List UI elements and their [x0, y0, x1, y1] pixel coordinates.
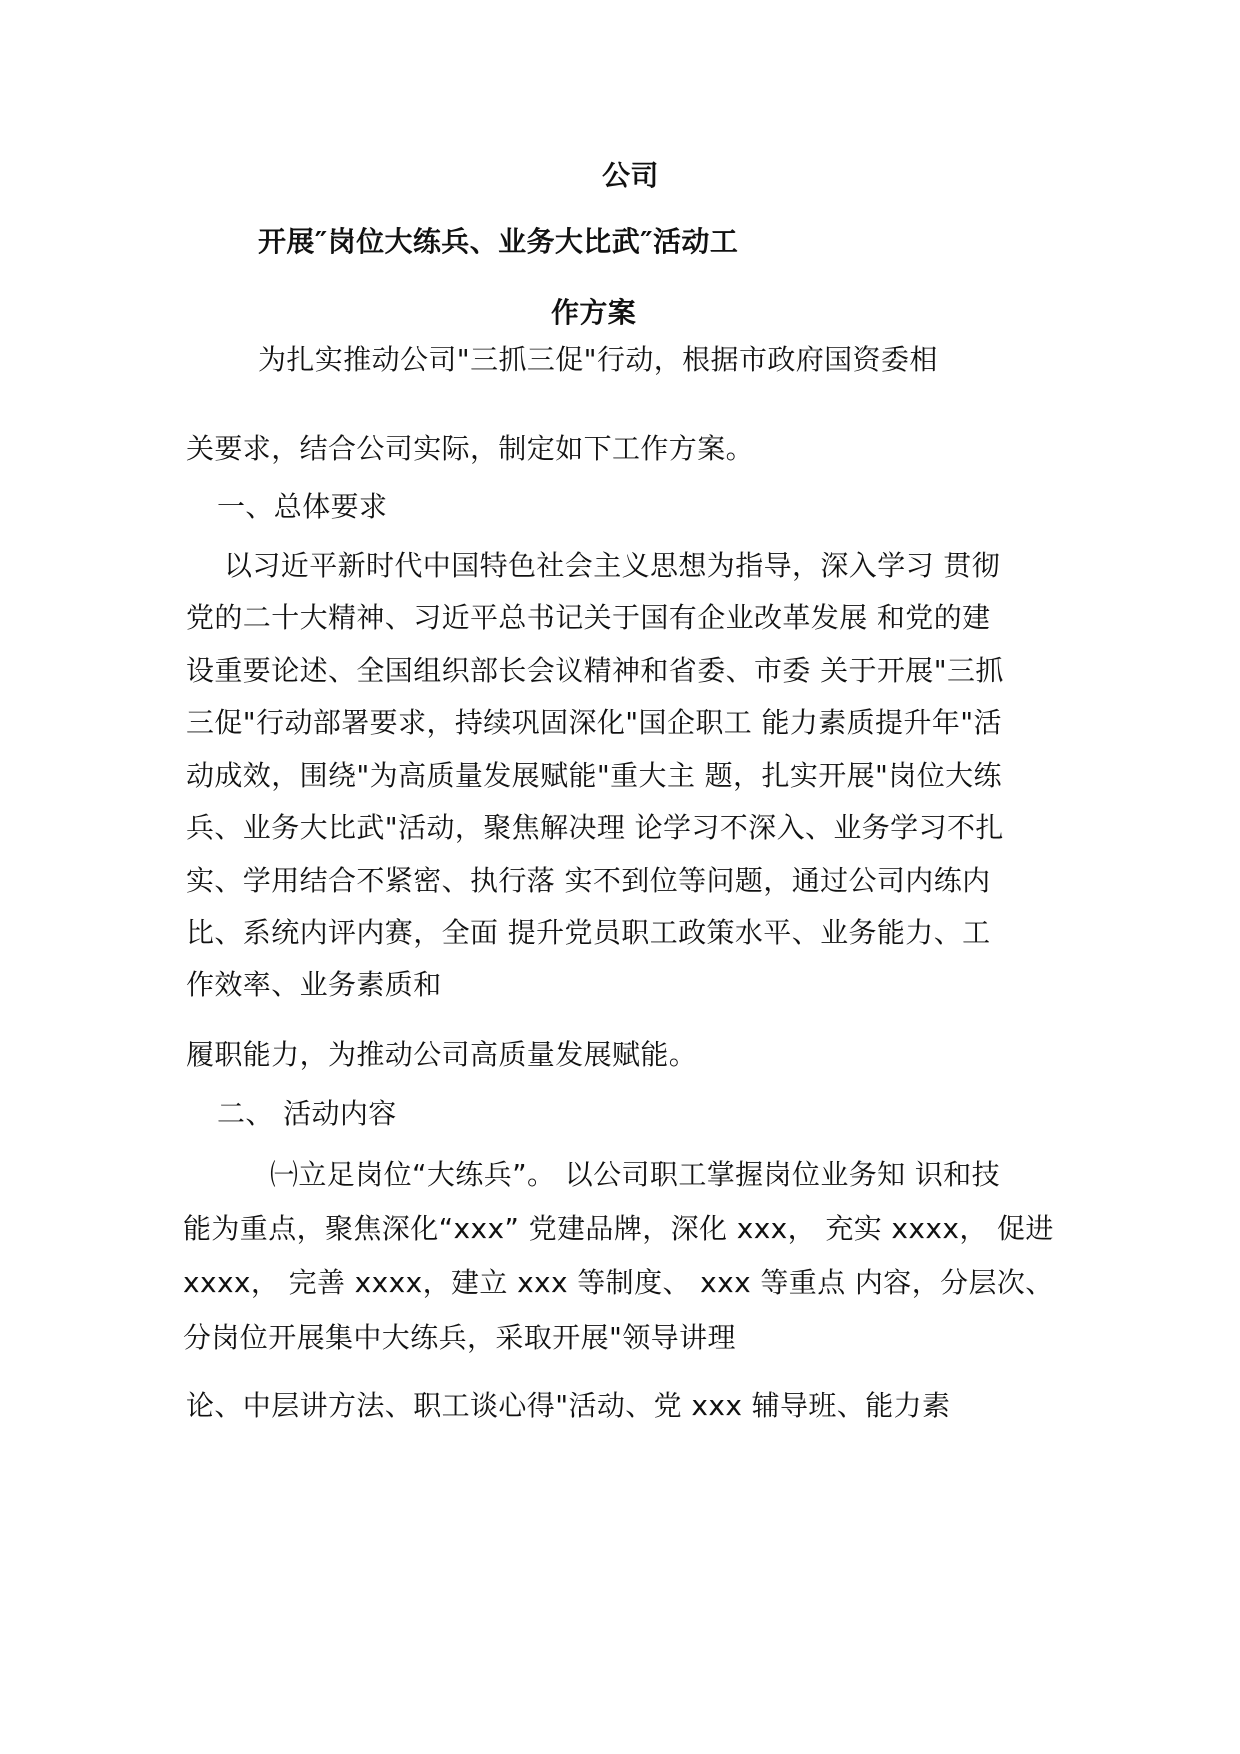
body-line: 以习近平新时代中国特色社会主义思想为指导，深入学习 贯彻 — [224, 549, 1001, 582]
body-line: 论、中层讲方法、职工谈心得"活动、党 xxx 辅导班、能力素 — [186, 1389, 951, 1422]
body-line: 兵、业务大比武"活动，聚焦解决理 论学习不深入、业务学习不扎 — [186, 811, 1004, 844]
section-heading: 一、总体要求 — [217, 490, 388, 523]
title-line-3: 作方案 — [551, 296, 637, 329]
body-line: 设重要论述、全国组织部长会议精神和省委、市委 关于开展"三抓 — [186, 654, 1004, 687]
body-line: 能为重点，聚焦深化“xxx” 党建品牌，深化 xxx， 充实 xxxx， 促进 — [183, 1212, 1054, 1245]
body-line: xxxx， 完善 xxxx，建立 xxx 等制度、 xxx 等重点 内容，分层次、 — [183, 1266, 1054, 1299]
body-line: 作效率、业务素质和 — [186, 968, 442, 1001]
body-line: 比、系统内评内赛，全面 提升党员职工政策水平、业务能力、工 — [186, 916, 991, 949]
body-line: 关要求，结合公司实际，制定如下工作方案。 — [186, 432, 755, 465]
body-line: 党的二十大精神、习近平总书记关于国有企业改革发展 和党的建 — [186, 601, 991, 634]
section-heading: 二、 活动内容 — [217, 1097, 397, 1130]
body-line: 履职能力，为推动公司高质量发展赋能。 — [186, 1038, 698, 1071]
body-line: 实、学用结合不紧密、执行落 实不到位等问题，通过公司内练内 — [186, 864, 991, 897]
title-line-1: 公司 — [602, 159, 659, 192]
title-line-2: 开展″岗位大练兵、业务大比武″活动工 — [258, 225, 739, 258]
body-line: ㈠立足岗位“大练兵”。 以公司职工掌握岗位业务知 识和技 — [270, 1158, 1001, 1191]
body-line: 分岗位开展集中大练兵，采取开展"领导讲理 — [183, 1321, 736, 1354]
body-line: 为扎实推动公司"三抓三促"行动，根据市政府国资委相 — [258, 343, 938, 376]
body-line: 三促"行动部署要求，持续巩固深化"国企职工 能力素质提升年"活 — [186, 706, 1002, 739]
body-line: 动成效，围绕"为高质量发展赋能"重大主 题，扎实开展"岗位大练 — [186, 759, 1002, 792]
